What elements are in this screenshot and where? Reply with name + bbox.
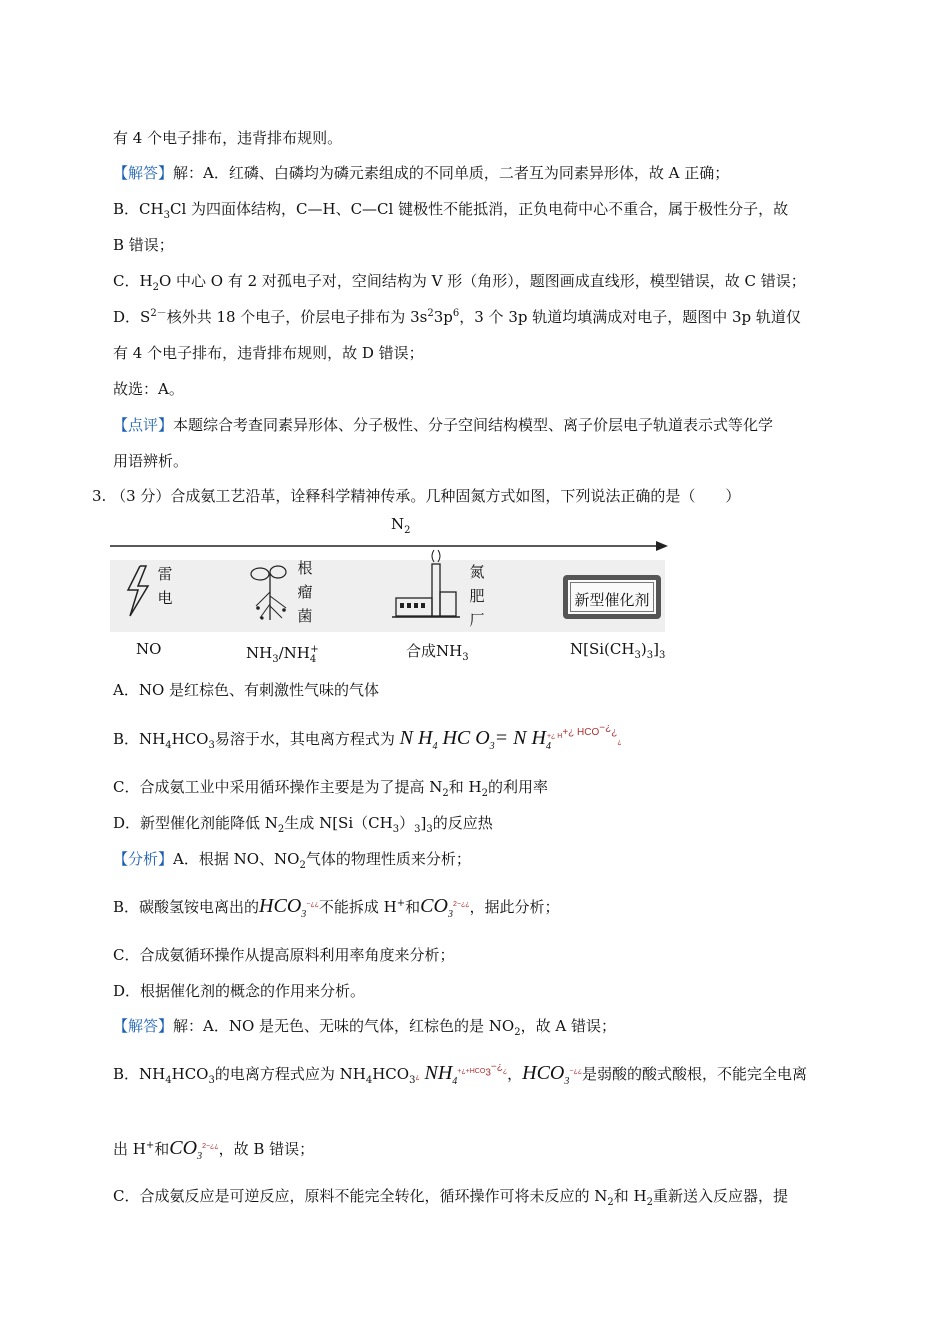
factory-icon xyxy=(392,548,462,628)
answer-line: 【解答】解：A．红磷、白磷均为磷元素组成的不同单质，二者互为同素异形体，故 A 正确； xyxy=(113,164,730,182)
option-d: D．新型催化剂能降低 $N_2$生成 $N[Si(CH_3)_3]_3$的反应热 xyxy=(113,814,493,835)
question-stem: 3. （3 分）合成氨工艺沿革，诠释科学精神传承。几种固氮方式如图，下列说法正确的是（ ） xyxy=(92,487,741,505)
analysis-line: D．根据催化剂的概念的作用来分析。 xyxy=(113,982,366,1000)
label-no: NO xyxy=(136,640,162,658)
arrow-label: $N_2$ xyxy=(391,515,411,536)
analysis-line: C．合成氨循环操作从提高原料利用率角度来分析； xyxy=(113,946,455,964)
text-line: 故选：A。 xyxy=(113,380,184,398)
catalyst-box xyxy=(563,575,661,619)
root-nodule-icon xyxy=(246,562,296,624)
option-a: A．NO 是红棕色、有刺激性气味的气体 xyxy=(113,681,380,699)
solution-line: B．$NH_4HCO_3$的电离方程式应为 $NH_4HCO_3¿$ $NH_4^{+¿+HCO_3^{-¿}¿}$，$HCO_3^{-¿¿}$是弱酸的酸式酸根，不能完全电离 xyxy=(113,1061,808,1087)
solution-line: 【解答】解：A．NO 是无色、无味的气体，红棕色的是 $NO_2$，故 A 错误； xyxy=(113,1017,616,1038)
label-nh3-nh4: $NH_3/NH_4^+$ xyxy=(246,644,319,665)
comment-line: 【点评】本题综合考查同素异形体、分子极性、分子空间结构模型、离子价层电子轨道表示式等化学 xyxy=(113,416,774,434)
solution-line: C．合成氨反应是可逆反应，原料不能完全转化，循环操作可将未反应的 $N_2$和 $H_2$重新送入反应器，提 xyxy=(113,1187,788,1208)
answer-tag: 【解答】 xyxy=(113,164,174,182)
analysis-line: 【分析】A．根据 NO、$NO_2$气体的物理性质来分析； xyxy=(113,850,471,871)
root-label: 根 瘤 菌 xyxy=(297,559,313,625)
factory-label: 氮 肥 厂 xyxy=(469,563,485,629)
analysis-tag: 【分析】 xyxy=(113,850,174,868)
label-synth: 合成$NH_3$ xyxy=(406,642,469,663)
comment-tag: 【点评】 xyxy=(113,416,174,434)
solution-line: 出 H+和$CO_3^{2-¿¿}$，故 B 错误； xyxy=(113,1137,315,1162)
text-line: C．$H_2O$ 中心 O 有 2 对孤电子对，空间结构为 V 形（角形），题图画成直线形，模型错误，故 C 错误； xyxy=(113,272,806,293)
answer-tag: 【解答】 xyxy=(113,1017,174,1035)
analysis-line: B．碳酸氢铵电离出的$HCO_3^{-¿¿}$不能拆成 H+和$CO_3^{2-¿¿}$，据此分析； xyxy=(113,895,560,920)
text-line: 有 4 个电子排布，违背排布规则。 xyxy=(113,129,343,147)
nitrogen-fixation-diagram xyxy=(108,512,688,672)
text-line: B．$CH_3Cl$ 为四面体结构，C—H、C—Cl 键极性不能抵消，正负电荷中心不重合，属于极性分子，故 xyxy=(113,200,789,221)
lightning-icon xyxy=(122,564,154,620)
label-catalyst-product: $N[Si(CH_3)_3]_3$ xyxy=(570,640,666,661)
text-line: 用语辨析。 xyxy=(113,452,189,470)
text-line: D．$S^{2-}$核外共 18 个电子，价层电子排布为 $3s^23p^6$，3 个 3p 轨道均填满成对电子，题图中 3p 轨道仅 xyxy=(113,308,801,326)
text-line: 有 4 个电子排布，违背排布规则，故 D 错误； xyxy=(113,344,424,362)
catalyst-label: 新型催化剂 xyxy=(574,591,650,609)
option-c: C．合成氨工业中采用循环操作主要是为了提高 $N_2$和 $H_2$的利用率 xyxy=(113,778,548,799)
option-b: B．$NH_4HCO_3$易溶于水，其电离方程式为 N $H_4$ HC $O_3= N$ $H_4^{+¿ H^{+¿ HCO^{-¿}¿}}¿$ xyxy=(113,722,622,752)
text-line: B 错误； xyxy=(113,236,174,254)
thunder-label: 雷 电 xyxy=(157,565,173,607)
